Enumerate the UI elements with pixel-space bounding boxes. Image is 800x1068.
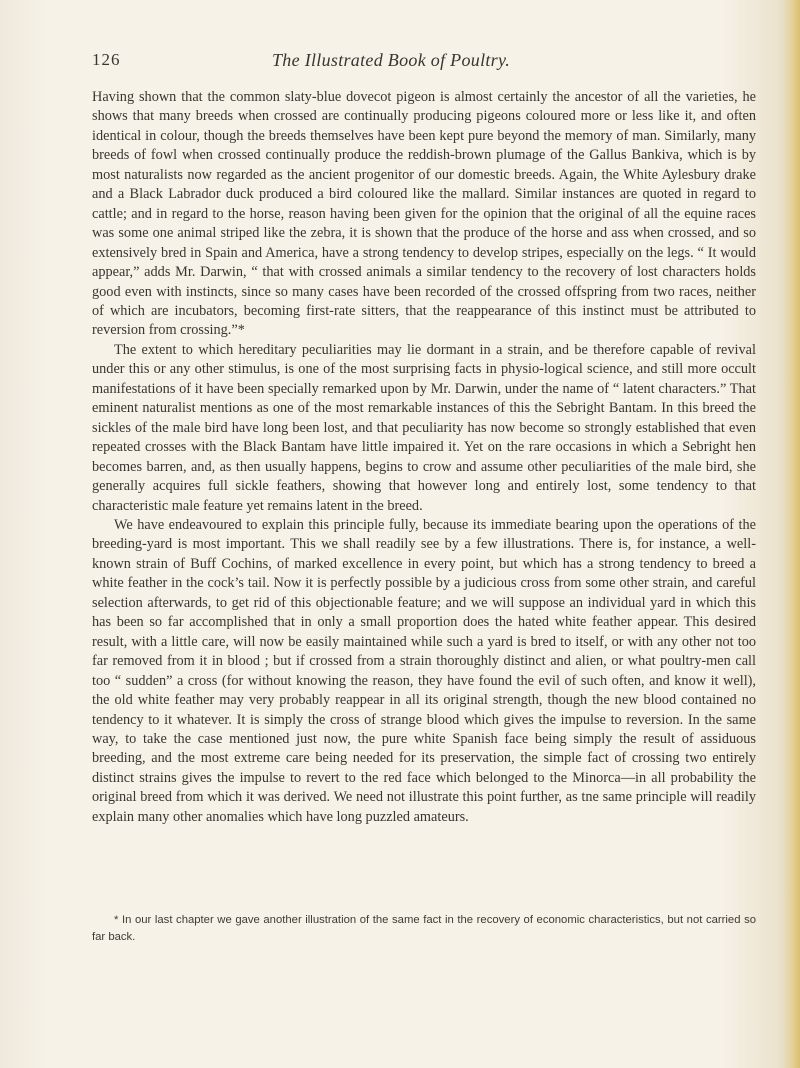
running-title: The Illustrated Book of Poultry. [272, 50, 511, 70]
footnote [92, 912, 756, 946]
page-header [92, 50, 752, 76]
paragraph-1: Having shown that the common slaty-blue dovecot pigeon is almost certainly the ancestor of all the varieties, he shows that many breeds when crossed are continually producing pigeons coloured more or less like it, and often identical in colour, though the breeds themselves have been kept pure beyond the memory of man. Similarly, many breeds of fowl when crossed continually produce the reddish-brown plumage of the Gallus Bankiva, which is by most naturalists now regarded as the ancient progenitor of our domestic breeds. Again, the White Aylesbury drake and a Black Labrador duck produced a bird coloured like the mallard. Similar instances are quoted in regard to cattle; and in regard to the horse, reason having been given for the opinion that the original of all the equine races was some one animal striped like the zebra, it is shown that the produce of the horse and ass when crossed, and so extensively bred in Spain and America, have a strong tendency to develop stripes, especially on the legs. “ It would appear,” adds Mr. Darwin, “ that with crossed animals a similar tendency to the recovery of lost characters holds good even with instincts, since so many cases have been recorded of the crossed offspring from two races, neither of which are incubators, becoming first-rate sitters, that the reappearance of this instinct must be attributed to reversion from crossing.”* [92, 89, 756, 339]
page-number: 126 [92, 50, 121, 69]
body-text [92, 88, 756, 827]
paragraph-2: The extent to which hereditary peculiarities may lie dormant in a strain, and be therefore capable of revival under this or any other stimulus, is one of the most surprising facts in physio-logical science, and still more occult manifestations of it have been specially remarked upon by Mr. Darwin, under the name of “ latent characters.” That eminent naturalist mentions as one of the most remarkable instances of this the Sebright Bantam. In this breed the sickles of the male bird have long been lost, and that peculiarity has now become so strongly established that even repeated crosses with the Black Bantam have little impaired it. Yet on the rare occasions in which a Sebright hen becomes barren, and, as then usually happens, begins to crow and assume other peculiarities of the male bird, she generally acquires full sickle feathers, showing that however long and entirely lost, some tendency to that characteristic male feature yet remains latent in the breed. [92, 341, 756, 514]
paragraph-3: We have endeavoured to explain this principle fully, because its immediate bearing upon the operations of the breeding-yard is most important. This we shall readily see by a few illustrations. There is, for instance, a well-known strain of Buff Cochins, of marked excellence in every point, but which has a strong tendency to breed a white feather in the cock’s tail. Now it is perfectly possible by a judicious cross from some other strain, and careful selection afterwards, to get rid of this objectionable feature; and we will suppose an individual yard in which this has been so far accomplished that in only a small proportion does the hated white feather appear. This desired result, with a little care, will now be easily maintained while such a yard is bred to itself, or with any other not too far removed from it in blood ; but if crossed from a strain thoroughly distinct and alien, or what poultry-men call too “ sudden” a cross (for without knowing the reason, they have found the evil of such often, and know it well), the old white feather may very probably reappear in all its original strength, though the new blood contained no tendency to it whatever. It is simply the cross of strange blood which gives the impulse to reversion. In the same way, to take the case mentioned just now, the pure white Spanish face being simply the result of assiduous breeding, and the most extreme care being needed for its preservation, the simple fact of crossing two entirely distinct strains gives the impulse to revert to the red face which belonged to the Minorca—in all probability the original breed from which it was derived. We need not illustrate this point further, as tne same principle will readily explain many other anomalies which have long puzzled amateurs. [92, 516, 756, 825]
page-edge-shading [782, 0, 800, 1068]
footnote-text: * In our last chapter we gave another illustration of the same fact in the recovery of economic characteristics, but not carried so far back. [92, 914, 756, 943]
